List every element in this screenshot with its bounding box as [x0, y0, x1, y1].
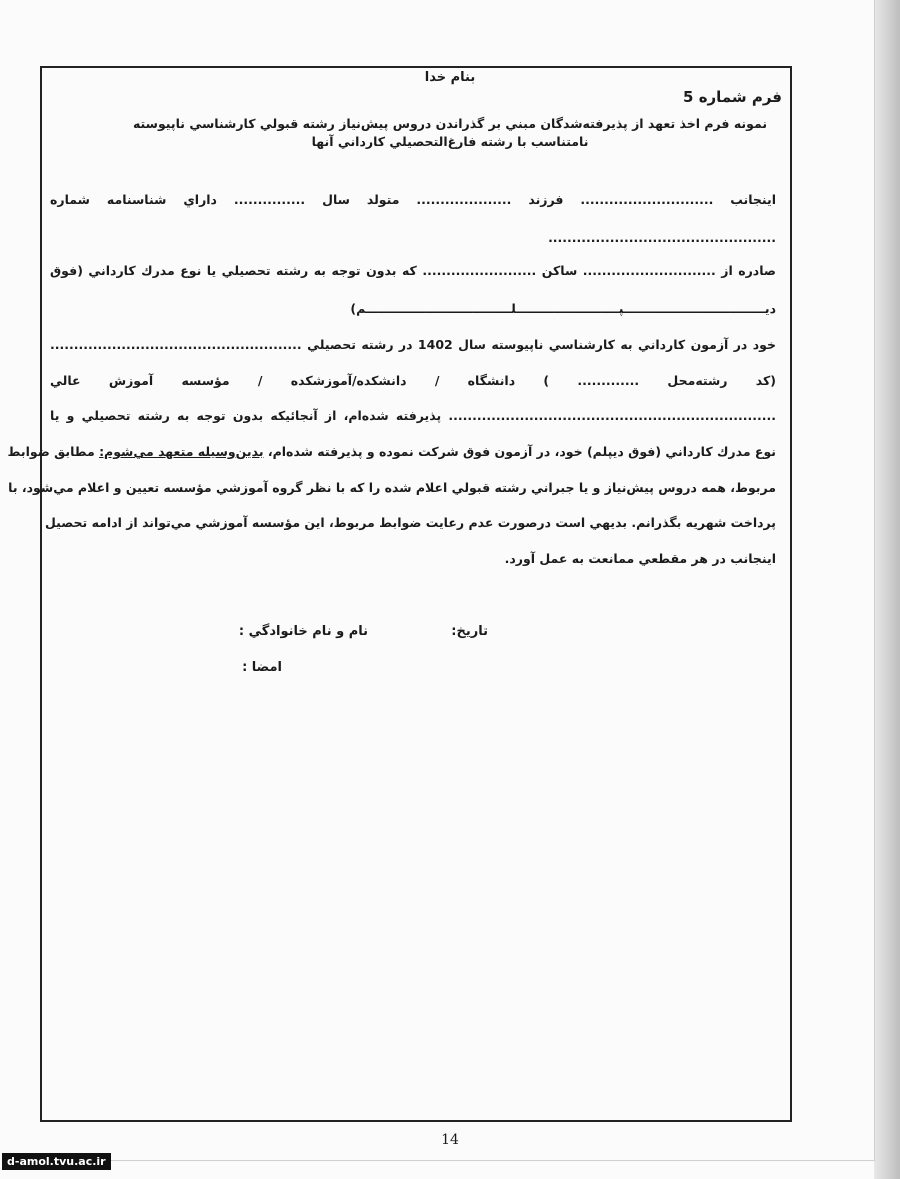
site-watermark: d-amol.tvu.ac.ir [2, 1153, 111, 1170]
name-label: نام و نام خانوادگي : [238, 624, 368, 639]
form-number: فرم شماره 5 [683, 88, 782, 106]
scanner-edge-shade [874, 0, 900, 1179]
page-number: 14 [441, 1132, 459, 1148]
body-line-8-part2: مطابق ضوابط [7, 444, 100, 459]
body-line-4: ديـــــــــــــــــــــــــــــــــپــــــــــــــــــــــــلــــــــــــــــــــــــــــــــــم) [350, 301, 776, 316]
body-line-9: مربوط، همه دروس پيش‌نياز و يا جبراني رشته قبولي اعلام شده را كه با نظر گروه آموزشي مؤسسه تعيين و اعلام مي‌شود، با [8, 480, 776, 495]
body-line-7: ..................................................................... پذيرفته شده‌ام، از آنجائيكه بدون توجه به رشته تحصيلي و يا [50, 408, 776, 423]
form-border [8, 66, 792, 1122]
form-title-line2: نامتناسب با رشته فارغ‌التحصيلي كارداني آنها [311, 134, 589, 149]
form-title-line1: نمونه فرم اخذ تعهد از پذيرفته‌شدگان مبني بر گذراندن دروس پيش‌نياز رشته قبولي كارشناسي ناپيوسته [132, 116, 768, 131]
body-line-6: (كد رشته‌محل ............. ) دانشگاه / دانشكده/آموزشكده / مؤسسه آموزش عالي [50, 373, 776, 388]
body-line-2: ................................................ [548, 230, 776, 245]
basmala: بنام خدا [424, 70, 476, 85]
body-line-5: خود در آزمون كارداني به كارشناسي ناپيوسته سال 1402 در رشته تحصيلي ..................................................... [50, 337, 776, 352]
date-label: تاريخ: [451, 624, 488, 639]
body-line-3: صادره از ............................ ساكن ........................ كه بدون توجه به رشته تحصيلي يا نوع مدرك كارداني (فوق [50, 263, 776, 278]
signature-label: امضا : [242, 660, 282, 675]
body-line-11: اينجانب در هر مقطعي ممانعت به عمل آورد. [504, 551, 776, 566]
body-line-1: اينجانب ............................ فرزند .................... متولد سال ............... داراي شناسنامه شماره [50, 192, 776, 207]
body-line-8-part1: نوع مدرك كارداني (فوق ديپلم) خود، در آزمون فوق شركت نموده و پذيرفته شده‌ام، [263, 444, 776, 459]
body-line-8 [7, 444, 776, 459]
commitment-phrase: بدين‌وسيله متعهد مي‌شوم: [99, 444, 264, 459]
body-line-10: پرداخت شهريه بگذرانم. بديهي است درصورت عدم رعايت ضوابط مربوط، اين مؤسسه آموزشي مي‌تواند از ادامه تحصيل [44, 515, 776, 530]
